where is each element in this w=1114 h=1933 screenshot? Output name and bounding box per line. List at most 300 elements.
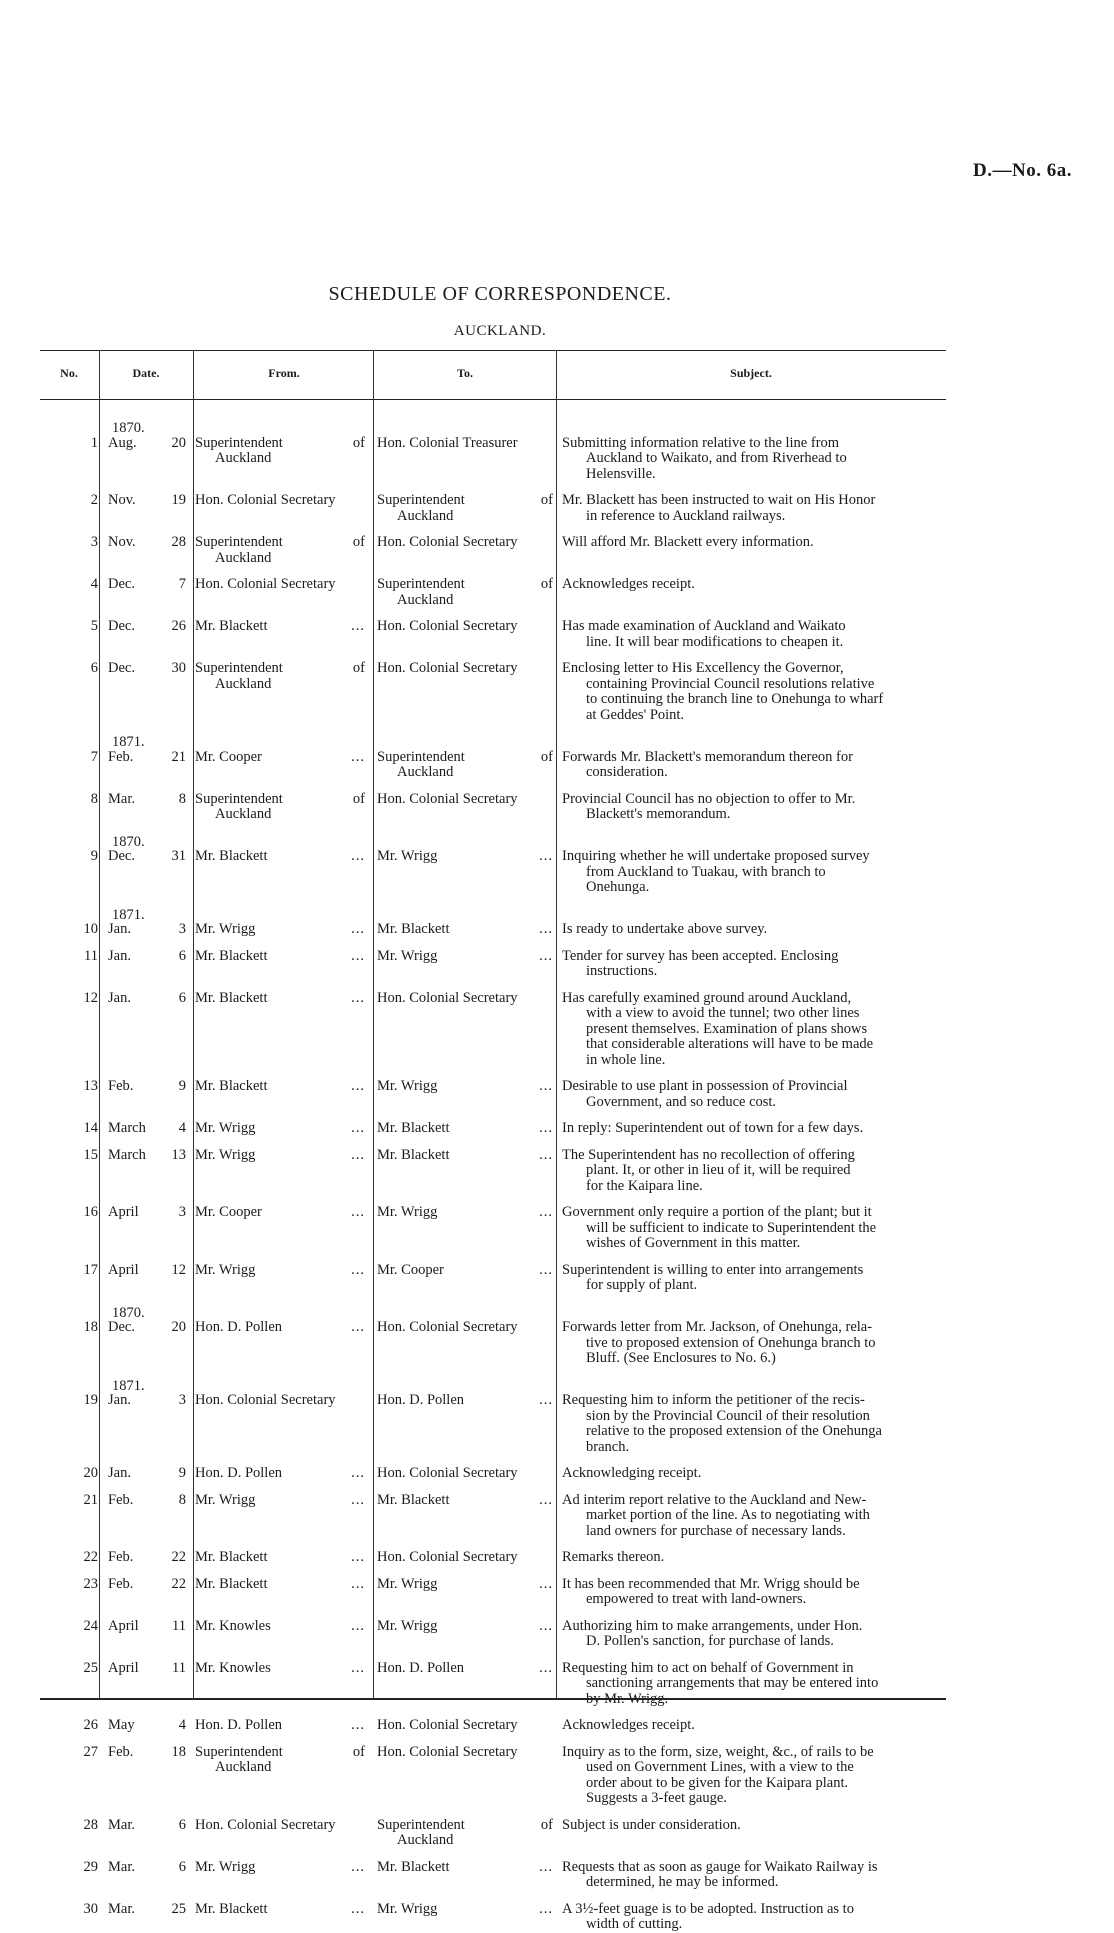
- row-to-suffix: ...: [539, 921, 553, 937]
- row-to-line: Hon. Colonial Secretary: [377, 1319, 518, 1335]
- row-subject: [562, 1263, 944, 1294]
- row-subject-line: sanctioning arrangements that may be entered into: [586, 1675, 879, 1691]
- row-day: 20: [171, 1319, 186, 1335]
- row-from-text: Mr. Cooper: [195, 1204, 262, 1220]
- row-from-suffix: of: [352, 434, 365, 451]
- row-to-line: [377, 1263, 553, 1279]
- row-subject-line: A 3½-feet guage is to be adopted. Instruction as to: [562, 1900, 854, 1917]
- row-to-text: Mr. Wrigg: [377, 1575, 438, 1592]
- row-month: Jan.: [108, 947, 131, 964]
- row-from-suffix: of: [352, 790, 365, 807]
- row-from-text: Hon. D. Pollen: [195, 1717, 282, 1733]
- row-month: May: [108, 1717, 135, 1733]
- row-from-suffix: ...: [351, 1575, 365, 1592]
- row-to-suffix: ...: [539, 848, 553, 864]
- row-subject-line: The Superintendent has no recollection of offering: [562, 1146, 855, 1163]
- row-from: [195, 661, 365, 692]
- row-to: [377, 1818, 553, 1849]
- row-day: 19: [171, 492, 186, 508]
- row-to-suffix: ...: [539, 1900, 553, 1917]
- row-to-line: Auckland: [397, 1832, 454, 1848]
- row-from: [195, 849, 365, 865]
- row-day: 12: [171, 1261, 186, 1278]
- row-month: Feb.: [108, 748, 134, 765]
- row-month: April: [108, 1659, 139, 1676]
- row-from-line: [195, 922, 365, 938]
- header-from: From.: [268, 366, 300, 380]
- row-number: 6: [90, 660, 98, 676]
- row-from-suffix: ...: [351, 1549, 365, 1565]
- row-to-line: [377, 750, 553, 766]
- row-to-text: Mr. Wrigg: [377, 1900, 438, 1917]
- row-subject: [562, 922, 944, 938]
- row-number: 24: [83, 1617, 98, 1634]
- row-to: [377, 1493, 553, 1509]
- row-from: [195, 1121, 365, 1137]
- row-month: Jan.: [108, 921, 131, 937]
- row-number: 27: [83, 1743, 98, 1760]
- row-from-line: [195, 1718, 365, 1734]
- row-from-line: [195, 619, 365, 635]
- row-number: 16: [83, 1204, 98, 1220]
- row-to: [377, 1718, 553, 1734]
- row-to-line: [377, 1148, 553, 1164]
- row-month: Jan.: [108, 1465, 131, 1481]
- row-to: [377, 1860, 553, 1876]
- row-to-line: [377, 577, 553, 593]
- row-day: 9: [178, 1465, 186, 1481]
- row-from-text: Mr. Wrigg: [195, 1858, 256, 1875]
- row-subject-line: Bluff. (See Enclosures to No. 6.): [586, 1350, 776, 1366]
- row-subject-line: line. It will bear modifications to cheapen it.: [586, 633, 844, 650]
- row-subject-line: branch.: [586, 1438, 630, 1455]
- row-day: 25: [171, 1900, 186, 1917]
- row-to-text: Superintendent: [377, 492, 465, 508]
- row-from-line: [195, 1148, 365, 1164]
- row-from: [195, 577, 365, 593]
- row-month: Dec.: [108, 618, 135, 634]
- section-subtitle: AUCKLAND.: [453, 323, 547, 339]
- row-subject: [562, 949, 944, 980]
- row-to: [377, 493, 553, 524]
- row-to: [377, 1320, 553, 1336]
- row-from: [195, 1577, 365, 1593]
- row-from-line: [195, 1121, 365, 1137]
- row-to-text: Mr. Wrigg: [377, 1204, 438, 1220]
- row-from-text: Mr. Blackett: [195, 1575, 268, 1592]
- row-subject-line: Forwards Mr. Blackett's memorandum thereon for: [562, 748, 853, 765]
- row-from: [195, 991, 365, 1007]
- row-to-suffix: ...: [539, 1491, 553, 1508]
- row-day: 8: [178, 790, 186, 807]
- row-subject: [562, 535, 944, 551]
- header-subject: Subject.: [730, 366, 772, 380]
- row-to-line: [377, 1205, 553, 1221]
- document-reference: D.—No. 6a.: [973, 160, 1072, 181]
- row-day: 6: [178, 1858, 186, 1875]
- row-to-line: Hon. Colonial Secretary: [377, 1549, 518, 1565]
- table-header: [40, 350, 946, 399]
- row-number: 5: [90, 618, 98, 634]
- row-to: [377, 535, 553, 551]
- row-subject: [562, 577, 944, 593]
- row-subject: [562, 1493, 944, 1540]
- row-to-suffix: of: [540, 1816, 553, 1833]
- row-number: 3: [90, 534, 98, 550]
- row-subject-line: consideration.: [586, 764, 668, 780]
- row-number: 25: [83, 1659, 98, 1676]
- row-from: [195, 1393, 365, 1409]
- row-subject-line: Onehunga.: [586, 879, 650, 895]
- row-number: 28: [83, 1816, 98, 1833]
- row-month: April: [108, 1617, 139, 1634]
- row-subject-line: instructions.: [586, 963, 658, 979]
- row-subject: [562, 1745, 944, 1807]
- row-from-suffix: ...: [351, 1319, 365, 1335]
- header-date: Date.: [132, 366, 160, 380]
- row-subject: [562, 750, 944, 781]
- row-from-suffix: ...: [351, 1491, 365, 1508]
- row-number: 12: [83, 989, 98, 1006]
- row-subject-line: Submitting information relative to the line from: [562, 434, 840, 451]
- row-from-line: [195, 1320, 365, 1336]
- row-from-line: [195, 1745, 365, 1761]
- row-subject-line: Blackett's memorandum.: [586, 806, 731, 822]
- row-to-line: [377, 1493, 553, 1509]
- row-day: 18: [171, 1743, 186, 1760]
- row-to: [377, 949, 553, 965]
- row-day: 11: [172, 1659, 186, 1676]
- row-month: Feb.: [108, 1078, 134, 1094]
- row-subject-line: Has carefully examined ground around Auckland,: [562, 989, 852, 1006]
- row-to-suffix: ...: [539, 1078, 553, 1094]
- row-from: [195, 1619, 365, 1635]
- row-from-line: [195, 991, 365, 1007]
- row-subject-line: containing Provincial Council resolutions relative: [586, 675, 875, 692]
- row-subject-line: Authorizing him to make arrangements, under Hon.: [562, 1617, 863, 1634]
- row-month: Jan.: [108, 989, 131, 1006]
- row-to-line: [377, 493, 553, 509]
- row-to: [377, 792, 553, 808]
- row-subject: [562, 661, 944, 723]
- row-to-text: Mr. Blackett: [377, 921, 450, 937]
- row-from: [195, 1263, 365, 1279]
- row-from-text: Mr. Wrigg: [195, 1120, 256, 1136]
- row-from-line: [195, 949, 365, 965]
- year-label: 1871.: [112, 1377, 145, 1394]
- row-from-line: [195, 1550, 365, 1566]
- row-month: Aug.: [108, 434, 137, 451]
- row-subject: [562, 436, 944, 483]
- row-subject-line: Ad interim report relative to the Auckland and New-: [562, 1491, 867, 1508]
- row-to-suffix: ...: [539, 1575, 553, 1592]
- row-from-line: [195, 1860, 365, 1876]
- row-month: Mar.: [108, 1900, 135, 1917]
- row-month: Dec.: [108, 848, 135, 864]
- row-day: 3: [178, 1392, 186, 1408]
- row-subject-line: with a view to avoid the tunnel; two other lines: [586, 1005, 860, 1021]
- row-from-suffix: ...: [351, 1261, 365, 1278]
- row-to: [377, 1577, 553, 1593]
- row-month: Dec.: [108, 660, 135, 676]
- row-number: 17: [83, 1261, 98, 1278]
- row-to: [377, 1550, 553, 1566]
- row-to-line: [377, 1902, 553, 1918]
- row-to-suffix: of: [540, 492, 553, 508]
- row-to-suffix: ...: [539, 1120, 553, 1136]
- row-from-suffix: ...: [351, 748, 365, 765]
- row-subject-line: D. Pollen's sanction, for purchase of lands.: [586, 1633, 834, 1649]
- row-from-suffix: of: [352, 1743, 365, 1760]
- row-from-suffix: ...: [351, 618, 365, 634]
- row-from-suffix: ...: [351, 1146, 365, 1163]
- row-subject: [562, 619, 944, 650]
- row-to-text: Mr. Cooper: [377, 1261, 444, 1278]
- row-from-line: [195, 661, 365, 677]
- row-subject-line: Mr. Blackett has been instructed to wait on His Honor: [562, 492, 876, 508]
- row-to-text: Hon. D. Pollen: [377, 1659, 464, 1676]
- row-from-text: Superintendent: [195, 1743, 283, 1760]
- row-from-line: [195, 750, 365, 766]
- row-to: [377, 1079, 553, 1095]
- row-number: 9: [90, 848, 98, 864]
- row-subject-line: Inquiring whether he will undertake proposed survey: [562, 848, 870, 864]
- row-from-text: Mr. Knowles: [195, 1617, 271, 1634]
- row-number: 22: [83, 1549, 98, 1565]
- row-to-line: [377, 1818, 553, 1834]
- row-number: 13: [83, 1078, 98, 1094]
- row-from-line: [195, 849, 365, 865]
- row-number: 11: [84, 947, 98, 964]
- row-from-line: [195, 1205, 365, 1221]
- row-day: 6: [178, 989, 186, 1006]
- row-subject-line: Suggests a 3-feet gauge.: [586, 1790, 727, 1806]
- row-to-suffix: ...: [539, 1858, 553, 1875]
- row-from-text: Hon. D. Pollen: [195, 1319, 282, 1335]
- row-to-line: Hon. Colonial Secretary: [377, 618, 518, 634]
- row-month: April: [108, 1204, 139, 1220]
- row-to: [377, 1121, 553, 1137]
- row-to-text: Mr. Wrigg: [377, 848, 438, 864]
- row-number: 19: [83, 1392, 98, 1408]
- row-subject: [562, 849, 944, 896]
- row-from: [195, 1860, 365, 1876]
- row-to: [377, 1263, 553, 1279]
- row-from-line: Auckland: [215, 450, 272, 466]
- row-from-text: Hon. D. Pollen: [195, 1465, 282, 1481]
- row-day: 30: [171, 660, 186, 676]
- row-to-suffix: ...: [539, 1146, 553, 1163]
- row-from-line: [195, 436, 365, 452]
- row-month: Nov.: [108, 534, 136, 550]
- row-subject-line: Forwards letter from Mr. Jackson, of Onehunga, rela-: [562, 1319, 873, 1335]
- row-to: [377, 436, 553, 452]
- row-from-text: Mr. Wrigg: [195, 1146, 256, 1163]
- row-to-line: [377, 1661, 553, 1677]
- row-month: March: [108, 1120, 146, 1136]
- row-from: [195, 1718, 365, 1734]
- row-subject-line: order about to be given for the Kaipara plant.: [586, 1774, 849, 1791]
- row-subject: [562, 1718, 944, 1734]
- row-number: 21: [83, 1491, 98, 1508]
- row-subject: [562, 1079, 944, 1110]
- row-to-text: Superintendent: [377, 748, 465, 765]
- row-day: 8: [178, 1491, 186, 1508]
- row-from-suffix: ...: [351, 1465, 365, 1481]
- row-from: [195, 750, 365, 766]
- row-from: [195, 1079, 365, 1095]
- row-subject-line: Has made examination of Auckland and Waikato: [562, 618, 846, 634]
- row-day: 7: [178, 576, 186, 592]
- row-month: Mar.: [108, 1858, 135, 1875]
- row-to-text: Mr. Wrigg: [377, 1078, 438, 1094]
- year-label: 1871.: [112, 734, 145, 750]
- row-day: 26: [171, 618, 186, 634]
- row-month: March: [108, 1146, 146, 1163]
- row-from-line: [195, 1902, 365, 1918]
- row-subject-line: will be sufficient to indicate to Superintendent the: [586, 1219, 877, 1236]
- row-from: [195, 535, 365, 566]
- row-subject-line: Will afford Mr. Blackett every information.: [562, 534, 814, 550]
- year-label: 1871.: [112, 906, 145, 923]
- row-number: 14: [83, 1120, 98, 1136]
- row-to-line: [377, 1860, 553, 1876]
- row-from-line: [195, 535, 365, 551]
- row-to: [377, 1393, 553, 1409]
- row-from: [195, 1745, 365, 1776]
- row-to-line: [377, 922, 553, 938]
- row-subject-line: Tender for survey has been accepted. Enclosing: [562, 947, 839, 964]
- row-from-line: [195, 792, 365, 808]
- column-divider: [193, 350, 194, 1698]
- row-subject: [562, 991, 944, 1069]
- row-to-suffix: ...: [539, 1204, 553, 1220]
- table-header-rule: [40, 399, 946, 400]
- row-day: 6: [178, 1816, 186, 1833]
- row-from-text: Mr. Wrigg: [195, 921, 256, 937]
- row-to: [377, 1745, 553, 1761]
- row-subject: [562, 1619, 944, 1650]
- row-to: [377, 1619, 553, 1635]
- row-from-text: Mr. Blackett: [195, 947, 268, 964]
- row-day: 20: [171, 434, 186, 451]
- row-to: [377, 922, 553, 938]
- row-month: Feb.: [108, 1549, 134, 1565]
- row-to: [377, 849, 553, 865]
- row-from-line: [195, 1493, 365, 1509]
- row-subject-line: Remarks thereon.: [562, 1549, 665, 1565]
- row-number: 2: [90, 492, 98, 508]
- row-to: [377, 1148, 553, 1164]
- row-to-line: Hon. Colonial Secretary: [377, 1465, 518, 1481]
- row-number: 8: [90, 790, 98, 807]
- row-subject: [562, 1661, 944, 1708]
- row-to-line: [377, 949, 553, 965]
- row-day: 22: [171, 1549, 186, 1565]
- row-subject-line: relative to the proposed extension of the Onehunga: [586, 1423, 882, 1439]
- row-subject-line: Desirable to use plant in possession of Provincial: [562, 1078, 848, 1094]
- row-from-suffix: ...: [351, 989, 365, 1006]
- row-to-text: Mr. Blackett: [377, 1146, 450, 1163]
- row-subject: [562, 1205, 944, 1252]
- row-subject: [562, 1148, 944, 1195]
- row-number: 7: [90, 748, 98, 765]
- row-to: [377, 1902, 553, 1918]
- row-subject: [562, 1121, 944, 1137]
- row-subject-line: by Mr. Wrigg.: [586, 1690, 669, 1707]
- row-from-suffix: ...: [351, 921, 365, 937]
- row-month: Feb.: [108, 1491, 134, 1508]
- year-label: 1870.: [112, 1304, 145, 1321]
- row-to-line: Hon. Colonial Secretary: [377, 989, 518, 1006]
- row-from-suffix: ...: [351, 1120, 365, 1136]
- row-subject-line: Requests that as soon as gauge for Waikato Railway is: [562, 1858, 878, 1875]
- row-to-line: [377, 1079, 553, 1095]
- row-subject-line: in whole line.: [586, 1051, 666, 1068]
- row-day: 28: [171, 534, 186, 550]
- row-subject-line: Government, and so reduce cost.: [586, 1093, 777, 1110]
- row-subject: [562, 1550, 944, 1566]
- row-number: 18: [83, 1319, 98, 1335]
- row-from-line: Auckland: [215, 806, 272, 822]
- row-to-suffix: of: [540, 576, 553, 592]
- row-to-suffix: ...: [539, 1392, 553, 1408]
- row-from: [195, 949, 365, 965]
- row-to: [377, 750, 553, 781]
- row-day: 4: [178, 1717, 186, 1733]
- row-from-text: Mr. Blackett: [195, 989, 268, 1006]
- row-from-text: Mr. Blackett: [195, 618, 268, 634]
- row-to-line: Auckland: [397, 591, 454, 608]
- row-from: [195, 619, 365, 635]
- row-from-line: [195, 1466, 365, 1482]
- row-from: [195, 1493, 365, 1509]
- row-from: [195, 792, 365, 823]
- row-to-line: Hon. Colonial Secretary: [377, 660, 518, 676]
- row-day: 4: [178, 1120, 186, 1136]
- row-subject: [562, 1393, 944, 1455]
- row-from: [195, 1661, 365, 1677]
- row-subject-line: Enclosing letter to His Excellency the Governor,: [562, 660, 844, 676]
- column-divider: [556, 350, 557, 1698]
- row-subject: [562, 1818, 944, 1834]
- row-to-suffix: of: [540, 748, 553, 765]
- row-from: [195, 1320, 365, 1336]
- row-to-suffix: ...: [539, 947, 553, 964]
- row-number: 26: [83, 1717, 98, 1733]
- row-from-text: Mr. Blackett: [195, 848, 268, 864]
- row-from-suffix: of: [352, 660, 365, 676]
- row-subject: [562, 493, 944, 524]
- row-from-line: [195, 1079, 365, 1095]
- row-month: Feb.: [108, 1743, 134, 1760]
- row-month: Nov.: [108, 492, 136, 508]
- row-day: 21: [171, 748, 186, 765]
- row-day: 22: [171, 1575, 186, 1592]
- row-from-suffix: ...: [351, 947, 365, 964]
- row-number: 23: [83, 1575, 98, 1592]
- row-subject-line: to continuing the branch line to Onehunga to wharf: [586, 691, 884, 707]
- row-day: 3: [178, 921, 186, 937]
- row-month: Jan.: [108, 1392, 131, 1408]
- row-to-text: Mr. Blackett: [377, 1858, 450, 1875]
- column-divider: [373, 350, 374, 1698]
- row-from: [195, 1148, 365, 1164]
- row-from-suffix: ...: [351, 1717, 365, 1733]
- row-subject-line: market portion of the line. As to negotiating with: [586, 1507, 870, 1523]
- row-subject-line: Inquiry as to the form, size, weight, &c., of rails to be: [562, 1743, 874, 1760]
- row-subject-line: Helensville.: [586, 465, 656, 482]
